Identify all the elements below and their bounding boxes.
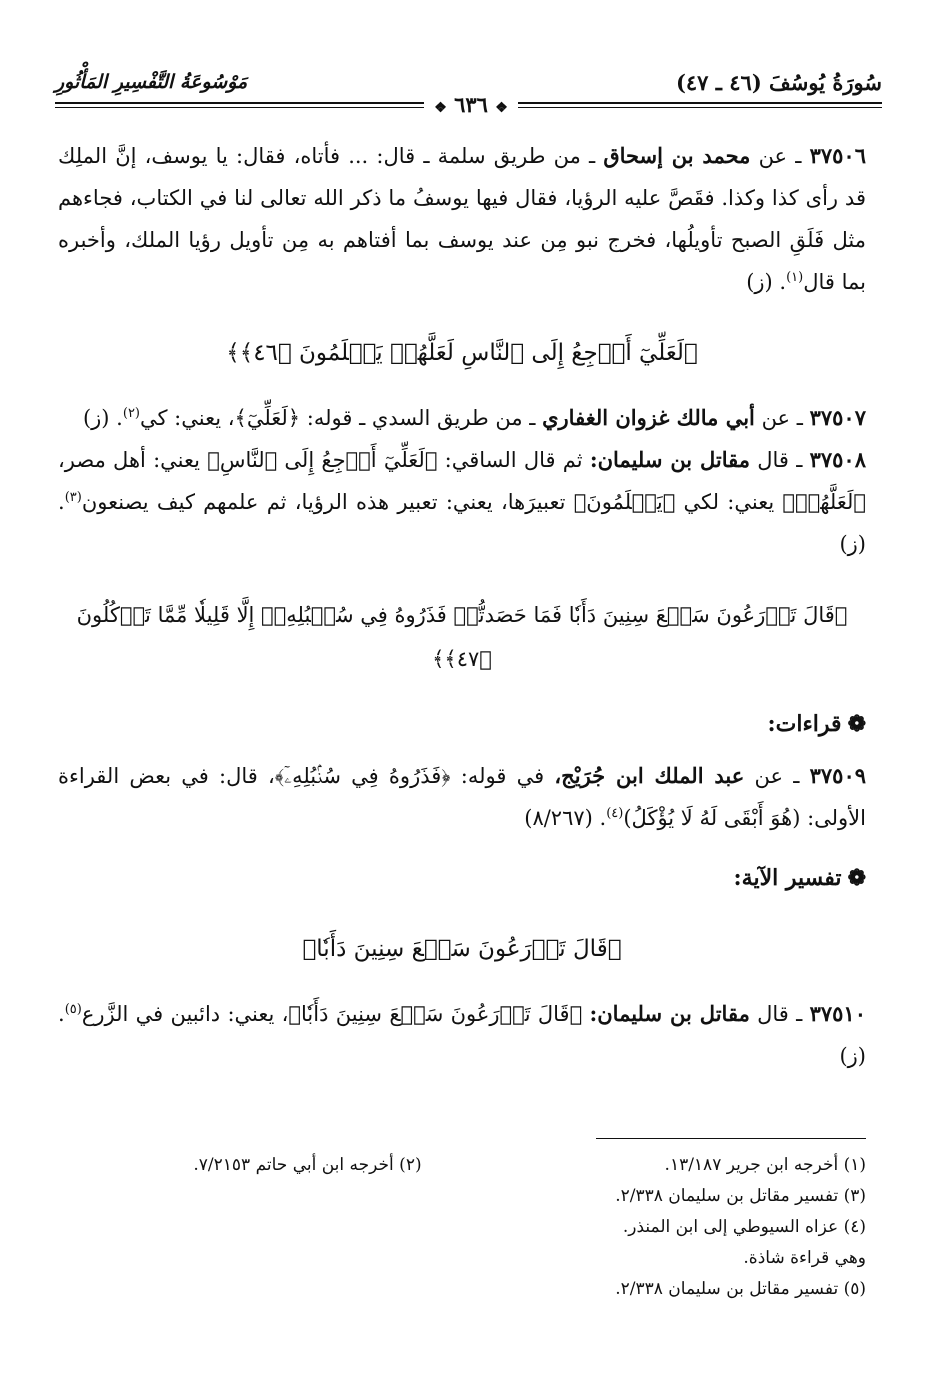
page-number-text: ٦٣٦ xyxy=(454,92,488,117)
flower-ornament-icon: ❁ xyxy=(847,711,866,737)
section-title: تفسير الآية: xyxy=(733,865,842,891)
footnote-ref[interactable]: (٣) xyxy=(64,490,82,505)
flower-ornament-icon: ❁ xyxy=(847,865,866,891)
entry-number: ٣٧٥٠٦ xyxy=(809,143,866,168)
entry-37508 xyxy=(58,439,866,565)
footnote-4-note: وهي قراءة شاذة. xyxy=(743,1248,866,1268)
narrator-name: أبي مالك غزوان الغفاري xyxy=(542,405,755,430)
section-title: قراءات: xyxy=(767,711,842,737)
footnote-4: (٤) عزاه السيوطي إلى ابن المنذر. xyxy=(622,1217,866,1237)
main-text xyxy=(58,135,866,1077)
surah-title: سُورَةُ يُوسُفَ (٤٦ ـ ٤٧) xyxy=(675,69,882,95)
entry-prefix: ـ عن xyxy=(744,764,810,788)
book-title: مَوْسُوعَةُ التَّفْسِيرِ المَأْثُورِ xyxy=(55,71,248,93)
entry-text: ـ من طريق سلمة ـ قال: ... فأتاه، فقال: يا يوسف، إنَّ الملِك قد رأى كذا وكذا. فقَصَّ عليه الرؤيا، فقال فيها يوسفُ ما ذكر الله تعالى لنا في الكتاب، فجاءهم مثل فَلَقِ الصبح تأويلُها، فخرج نبو مِن عند يوسف بما أفتاهم به مِن تأويل رؤيا الملك، وأخبره بما قال xyxy=(58,144,866,294)
footnote-ref[interactable]: (١) xyxy=(786,270,804,285)
footnote-ref[interactable]: (٤) xyxy=(606,806,624,821)
footnote-1: (١) أخرجه ابن جرير ١٣/١٨٧. xyxy=(664,1155,866,1175)
narrator-name: عبد الملك ابن جُرَيْج، xyxy=(554,763,745,788)
narrator-name: مقاتل بن سليمان: xyxy=(589,447,751,472)
entry-37507 xyxy=(58,397,866,439)
entry-end: . (ز) xyxy=(58,1002,866,1068)
ornament-icon: ❖ xyxy=(495,100,508,116)
quran-verse-46: ﴿لَعَلِّيٓ أَرۡجِعُ إِلَى ٱلنَّاسِ لَعَلَّهُمۡ يَعۡلَمُونَ ﴿٤٦﴾﴾ xyxy=(226,340,698,366)
footnote-3: (٣) تفسير مقاتل بن سليمان ٢/٣٣٨. xyxy=(615,1186,866,1206)
page-number-wrap xyxy=(0,92,942,117)
footnote-separator xyxy=(596,1138,866,1139)
entry-37510 xyxy=(58,993,866,1077)
page-number xyxy=(424,92,518,117)
entry-text: ثم قال الساقي: ﴿لَعَلِّيٓ أَرۡجِعُ إِلَى ٱلنَّاسِ﴾ يعني: أهل مصر، ﴿لَعَلَّهُمۡ﴾ يعني: لكي ﴿يَعۡلَمُونَ﴾ تعبيرَها، يعني: تعبير هذه الرؤيا، ثم علمهم كيف يصنعون xyxy=(58,448,866,514)
footnote-ref[interactable]: (٥) xyxy=(64,1002,82,1017)
entry-text: ـ من طريق السدي ـ قوله: ﴿لَعَلِّيٓ﴾، يعني: كي xyxy=(140,406,543,430)
footnote-ref[interactable]: (٢) xyxy=(122,406,140,421)
entry-prefix: ـ قال xyxy=(749,1002,810,1026)
narrator-name: مقاتل بن سليمان: xyxy=(589,1001,750,1026)
narrator-name: محمد بن إسحاق xyxy=(603,143,751,168)
entry-number: ٣٧٥٠٩ xyxy=(809,763,867,788)
quran-verse-47-part: ﴿قَالَ تَزۡرَعُونَ سَبۡعَ سِنِينَ دَأَبٗا﴾ xyxy=(302,936,622,962)
quran-verse-47: ﴿قَالَ تَزۡرَعُونَ سَبۡعَ سِنِينَ دَأَبٗا فَمَا حَصَدتُّمۡ فَذَرُوهُ فِي سُنۢبُلِهِۦٓ إِلَّا قَلِيلٗا مِّمَّا تَأۡكُلُونَ ﴿٤٧﴾﴾ xyxy=(76,603,848,671)
entry-end: . (ز) xyxy=(82,406,123,430)
entry-end: . (ز) xyxy=(58,490,866,556)
ornament-icon: ❖ xyxy=(434,100,447,116)
entry-number: ٣٧٥٠٨ xyxy=(809,447,866,472)
entry-end: . (ز) xyxy=(746,270,787,294)
entry-text: في قوله: ﴿فَذَرُوهُ فِي سُنۢبُلِهِۦٓ﴾، قال: في بعض القراءة الأولى: (هُوَ أَبْقَى لَهُ لَا يُؤْكَلُ) xyxy=(58,764,866,830)
section-heading-readings xyxy=(58,703,866,745)
entry-37509 xyxy=(58,755,866,839)
entry-prefix: ـ عن xyxy=(754,406,810,430)
entry-prefix: ـ عن xyxy=(750,144,810,168)
entry-number: ٣٧٥١٠ xyxy=(809,1001,866,1026)
entry-text: ﴿قَالَ تَزۡرَعُونَ سَبۡعَ سِنِينَ دَأَبٗا﴾، يعني: دائبين في الزَّرع xyxy=(81,1002,590,1026)
entry-37506 xyxy=(58,135,866,303)
footnotes xyxy=(58,1150,866,1305)
entry-end: . (٨/٢٦٧) xyxy=(524,806,607,830)
footnote-row xyxy=(58,1150,866,1181)
entry-prefix: ـ قال xyxy=(750,448,810,472)
section-heading-tafsir xyxy=(58,857,866,899)
entry-number: ٣٧٥٠٧ xyxy=(809,405,866,430)
footnote-5: (٥) تفسير مقاتل بن سليمان ٢/٣٣٨. xyxy=(615,1279,866,1299)
footnote-2: (٢) أخرجه ابن أبي حاتم ٧/٢١٥٣. xyxy=(193,1155,422,1175)
